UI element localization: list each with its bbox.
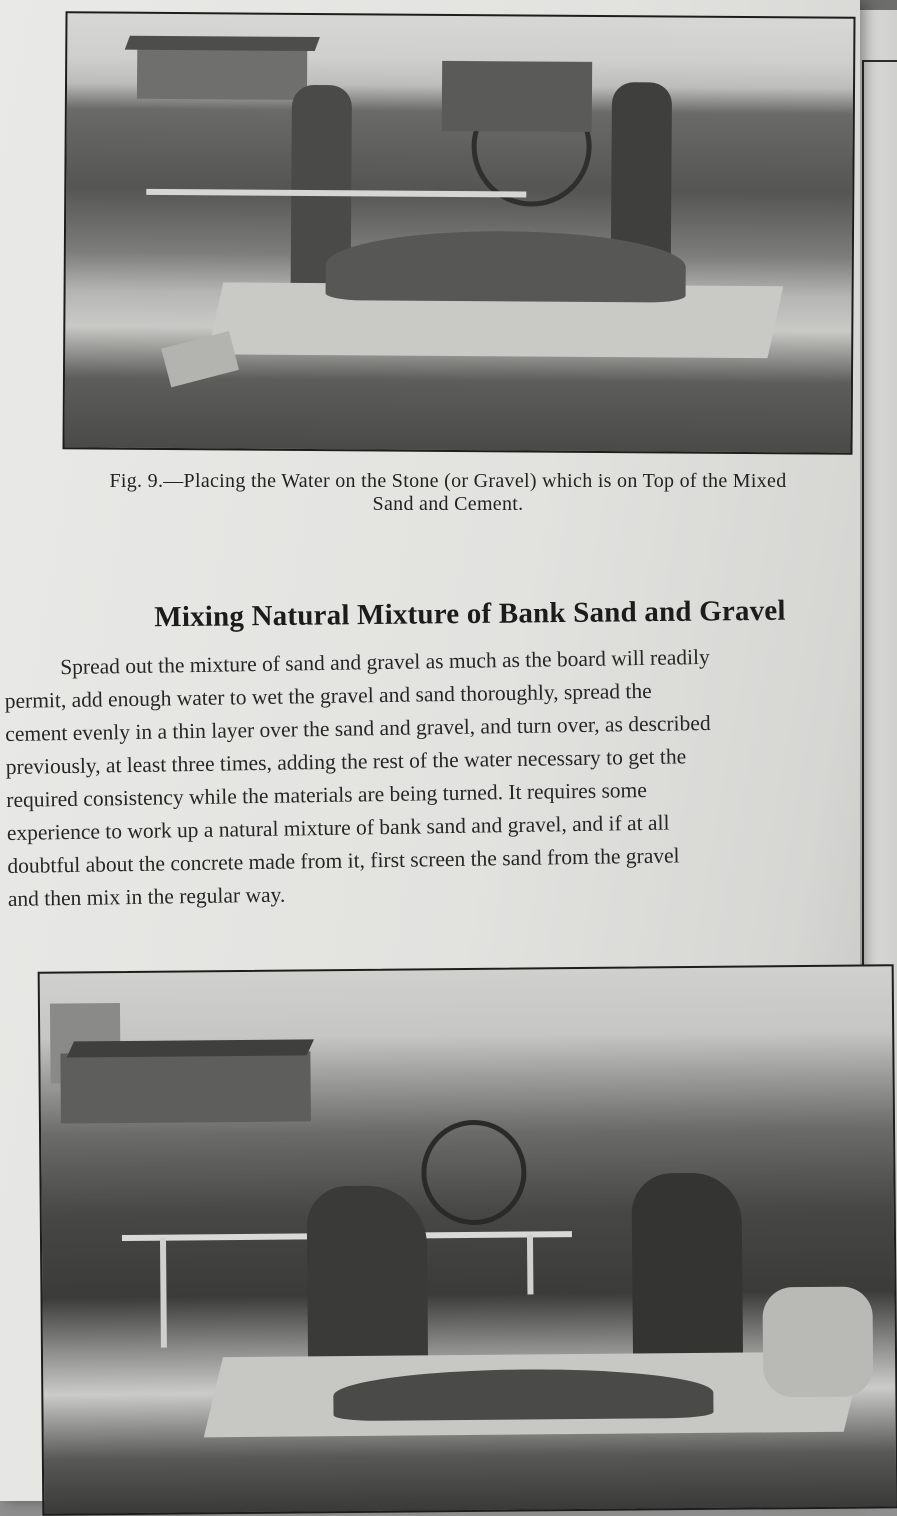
worker-left-shape [307,1185,429,1366]
body-line: doubtful about the concrete made from it, first screen the sand from the gravel [7,843,680,878]
section-heading: Mixing Natural Mixture of Bank Sand and Gravel [154,594,786,634]
wagon-wheel-shape [421,1119,527,1225]
body-line: required consistency while the materials are being turned. It requires some [6,777,648,812]
cement-sacks-shape [762,1286,873,1397]
body-line: cement evenly in a thin layer over the sand and gravel, and turn over, as described [5,710,711,746]
body-line: Spread out the mixture of sand and gravel as much as the board will readily [60,644,710,680]
body-line: and then mix in the regular way. [7,882,286,911]
fence-post-shape [160,1238,167,1348]
section-body [4,638,897,916]
shed-shape [60,1051,311,1123]
barn-shape [137,44,307,100]
worker-right-shape [631,1173,743,1359]
wagon-bed-shape [442,61,592,132]
photo-placing-water [62,11,855,455]
body-line: permit, add enough water to wet the gravel and sand thoroughly, spread the [4,678,652,713]
photo-mixing-workers [38,964,897,1515]
body-line: experience to work up a natural mixture of bank sand and gravel, and if at all [6,810,670,845]
fence-post-shape [527,1234,534,1294]
caption-line-2: Sand and Cement. [372,493,524,515]
shovel-shape [161,331,239,387]
caption-line-1: Fig. 9.—Placing the Water on the Stone (or Gravel) which is on Top of the Mixed [109,470,787,492]
figure-caption [18,470,878,516]
shed-roof-shape [67,1039,314,1057]
body-line: previously, at least three times, adding the rest of the water necessary to get the [5,744,687,779]
barn-roof-shape [125,36,320,51]
